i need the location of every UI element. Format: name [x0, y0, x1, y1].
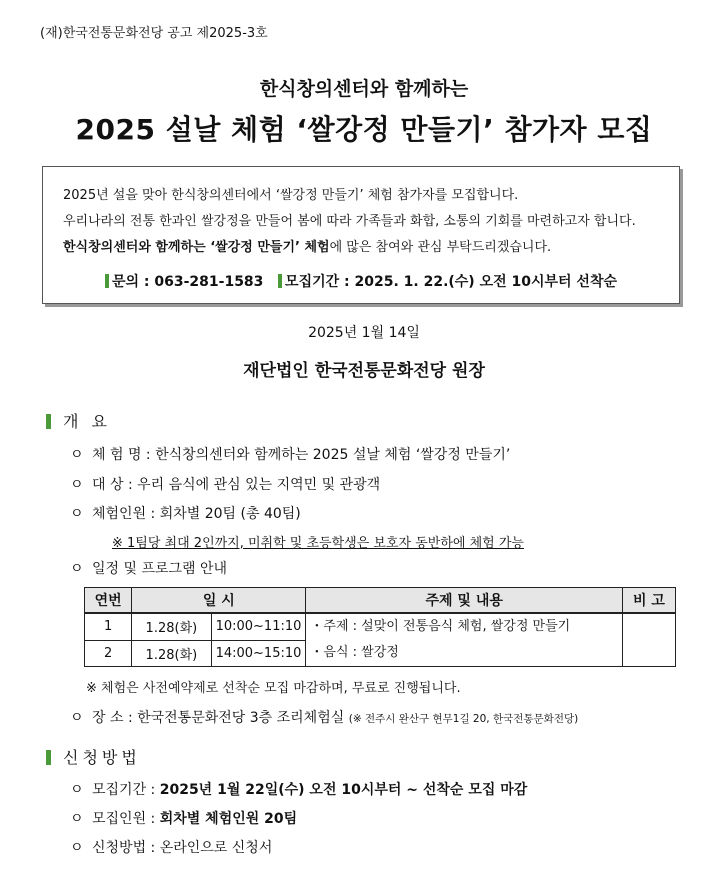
section-overview-heading — [46, 409, 111, 432]
notice-date: 2025년 1월 14일 — [308, 325, 420, 341]
bullet-icon: ㅇ — [70, 782, 84, 798]
table-note: ※ 체험은 사전예약제로 선착순 모집 마감하며, 무료로 진행됩니다. — [86, 681, 461, 696]
program-content — [306, 613, 623, 667]
apply-method-text: 신청방법 : 온라인으로 신청서 — [92, 840, 273, 856]
row-time: 10:00~11:10 — [211, 613, 306, 640]
header-content: 주제 및 내용 — [306, 588, 623, 614]
program-food: ・음식 : 쌀강정 — [310, 645, 399, 660]
bullet-icon: ㅇ — [70, 447, 84, 463]
overview-item-people — [70, 503, 301, 523]
header-no: 연번 — [85, 588, 132, 614]
contact-phone: 문의 : 063-281-1583 — [111, 274, 264, 290]
notice-number: (재)한국전통문화전당 공고 제2025-3호 — [40, 26, 268, 41]
bullet-icon: ㅇ — [70, 561, 84, 577]
apply-item-method — [70, 837, 272, 857]
subtitle: 한식창의센터와 함께하는 — [259, 78, 469, 100]
people-note — [112, 532, 524, 551]
place-address-note: (※ 전주시 완산구 현무1길 20, 한국전통문화전당) — [348, 713, 579, 725]
row-no: 2 — [85, 640, 132, 667]
row-no: 1 — [85, 613, 132, 640]
bullet-icon: ㅇ — [70, 477, 84, 493]
contact-row — [43, 271, 679, 291]
intro-line-3-rest: 에 많은 참여와 관심 부탁드리겠습니다. — [329, 240, 552, 255]
apply-people-value: 회차별 체험인원 20팀 — [159, 811, 298, 827]
apply-people-label: 모집인원 : — [92, 811, 160, 827]
green-bar-icon — [46, 414, 51, 429]
section-apply-label: 신청방법 — [63, 748, 141, 767]
bullet-icon: ㅇ — [70, 506, 84, 522]
row-date: 1.28(화) — [132, 640, 211, 667]
overview-target-text: 대 상 : 우리 음식에 관심 있는 지역민 및 관광객 — [92, 477, 381, 493]
green-bar-icon — [105, 274, 109, 288]
program-remark — [622, 613, 675, 667]
table-row — [85, 613, 676, 640]
overview-schedule-text: 일정 및 프로그램 안내 — [92, 561, 228, 577]
intro-line-1: 2025년 설을 맞아 한식창의센터에서 ‘쌀강정 만들기’ 체험 참가자를 모집합니다. — [63, 188, 519, 203]
bullet-icon: ㅇ — [70, 710, 84, 726]
page-title: 2025 설날 체험 ‘쌀강정 만들기’ 참가자 모집 — [75, 113, 653, 146]
overview-item-place — [70, 707, 578, 727]
overview-item-target — [70, 474, 380, 494]
section-overview-label: 개 요 — [63, 412, 111, 431]
table-header-row — [85, 588, 676, 614]
apply-item-people — [70, 808, 297, 828]
overview-place-text: 장 소 : 한국전통문화전당 3층 조리체험실 — [92, 710, 345, 726]
apply-period-label: 모집기간 : — [92, 782, 160, 798]
apply-item-period — [70, 779, 527, 799]
people-note-text: ※ 1팀당 최대 2인까지, 미취학 및 초등학생은 보호자 동반하에 체험 가능 — [112, 536, 524, 551]
row-date: 1.28(화) — [132, 613, 211, 640]
intro-box — [42, 166, 680, 304]
recruit-period: 모집기간 : 2025. 1. 22.(수) 오전 10시부터 선착순 — [285, 274, 617, 290]
section-apply-heading — [46, 745, 141, 768]
row-time: 14:00~15:10 — [211, 640, 306, 667]
intro-highlight: 한식창의센터와 함께하는 ‘쌀강정 만들기’ 체험 — [63, 240, 330, 255]
apply-period-value: 2025년 1월 22일(수) 오전 10시부터 ~ 선착순 모집 마감 — [159, 782, 528, 798]
organization-signature: 재단법인 한국전통문화전당 원장 — [243, 361, 485, 381]
green-bar-icon — [46, 750, 51, 765]
schedule-table — [84, 587, 676, 667]
intro-line-3 — [63, 236, 551, 255]
green-bar-icon — [278, 274, 282, 288]
header-datetime: 일 시 — [132, 588, 306, 614]
overview-people-text: 체험인원 : 회차별 20팀 (총 40팀) — [92, 506, 301, 522]
overview-item-schedule — [70, 558, 227, 578]
overview-item-name — [70, 444, 510, 464]
program-topic: ・주제 : 설맞이 전통음식 체험, 쌀강정 만들기 — [310, 619, 571, 634]
bullet-icon: ㅇ — [70, 811, 84, 827]
bullet-icon: ㅇ — [70, 840, 84, 856]
overview-name-text: 체 험 명 : 한식창의센터와 함께하는 2025 설날 체험 ‘쌀강정 만들기’ — [92, 447, 511, 463]
intro-line-2: 우리나라의 전통 한과인 쌀강정을 만들어 봄에 따라 가족들과 화합, 소통의 기회를 마련하고자 합니다. — [63, 214, 636, 229]
header-remark: 비 고 — [622, 588, 675, 614]
